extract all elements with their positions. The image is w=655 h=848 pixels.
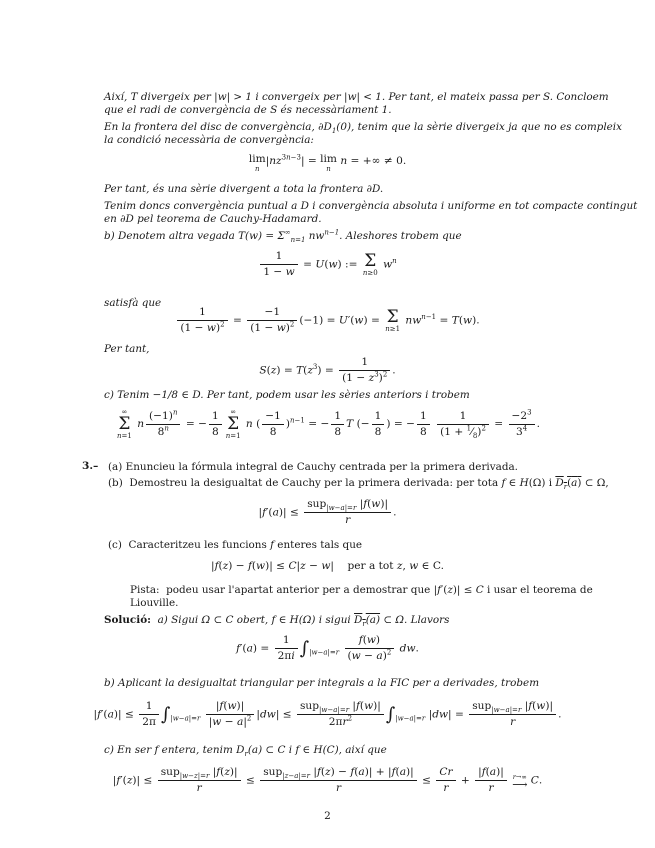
problem-part-c: (c) Caracteritzeu les funcions f enteres tals que <box>108 539 363 551</box>
triangle-inequality-derivation: |f′(a)| ≤ $\frac{1}{2\pi}$ $\int_{|w-a|=r}$ $\frac{|f(w)|}{|w - a|^2}$ |dw| ≤ $\frac{sup_{|w-a|=r} |f(w)|}{2\pi r^2}$ $\int_{|w-a|=r}$ |dw| = $\frac{sup_{|w-a|=r} |f(w)|}{r}$ . <box>93 700 562 728</box>
text-line: Per tant, <box>104 343 150 355</box>
solution-line: b) Aplicant la desigualtat triangular per integrals a la FIC per a derivades, trobem <box>104 677 540 689</box>
text-line: que el radi de convergència de S és necessàriament 1. <box>104 104 392 116</box>
sum-evaluation-equation: ∞ Σ n=1 n $\frac{(-1)^n}{8^n}$ = − $\frac{1}{8}$ ∞ Σ n=1 n ( $\frac{-1}{8}$ )$^{n-1}$ = − $\frac{1}{8}$ T (− $\frac{1}{8}$ ) = − $\frac{1}{8}$ $\frac{1}{(1 + ^1⁄_8)^2}$ = $\frac{-2^3}{3^4}$ . <box>117 407 540 440</box>
cauchy-inequality: |f′(a)| ≤ $\frac{sup_{|w-a|=r} |f(w)|}{r}$ . <box>258 498 397 526</box>
text-line: Tenim doncs convergència puntual a D i convergència absoluta i uniforme en tot compacte contingut <box>104 200 638 212</box>
geometric-series-equation: $\frac{1}{1 - w}$ = U(w) := Σ n≥0 $w^n$ <box>0 250 655 279</box>
text-line: Així, T divergeix per |w| > 1 i convergeix per |w| < 1. Per tant, el mateix passa per S. Concloem <box>104 91 609 103</box>
page-number: 2 <box>324 810 331 822</box>
solution-line: Solució: a) Sigui Ω ⊂ C obert, f ∈ H(Ω) i sigui $D_r(a)$ ⊂ Ω. Llavors <box>104 614 450 629</box>
text-line: En la frontera del disc de convergència, $\partial D_1(0)$, tenim que la sèrie divergeix ja que no es compleix <box>104 121 622 136</box>
hint-line: Liouville. <box>130 597 179 609</box>
problem-part-b: (b) Demostreu la desigualtat de Cauchy per la primera derivada: per tota f ∈ H(Ω) i $D_r(a)$ ⊂ Ω, <box>108 477 609 492</box>
problem-part-a: (a) Enuncieu la fórmula integral de Cauchy centrada per la primera derivada. <box>108 461 518 473</box>
solution-label: Solució: <box>104 614 151 626</box>
s-z-equation: $S(z) = T(z^3)$ = $\frac{1}{(1 - z^3)^2}$ . <box>259 356 396 384</box>
text-line: satisfà que <box>104 297 162 309</box>
text-line: la condició necessària de convergència: <box>104 134 314 146</box>
cauchy-integral-formula: f′(a) = $\frac{1}{2\pi i}$ $\int_{|w-a|=r}$ $\frac{f(w)}{(w - a)^2}$ dw. <box>236 634 419 662</box>
problem-number: 3.– <box>82 460 99 472</box>
liouville-bound: |f′(z)| ≤ $\frac{sup_{|w-z|=r} |f(z)|}{r}$ ≤ $\frac{sup_{|z-a|=r} |f(z) - f(a)| + |f(a)|}{r}$ ≤ $\frac{Cr}{r}$ + $\frac{|f(a)|}{r}$ r→∞ ⟶ C. <box>112 766 543 794</box>
text-line: Per tant, és una sèrie divergent a tota la frontera ∂D. <box>104 183 384 195</box>
text-line: c) Tenim −1/8 ∈ D. Per tant, podem usar les sèries anteriors i trobem <box>104 389 470 401</box>
text-line: b) Denotem altra vegada $T(w) = \Sigma^\infty_{n=1}$ $nw^{n-1}$. Aleshores trobem que <box>104 228 462 245</box>
hint-line: Pista: podeu usar l'apartat anterior per a demostrar que |f′(z)| ≤ C i usar el teorema de <box>130 584 593 596</box>
solution-line: c) En ser f entera, tenim $D_r(a)$ ⊂ C i f ∈ H(C), així que <box>104 744 387 759</box>
lipschitz-condition: |f(z) − f(w)| ≤ C|z − w| per a tot z, w ∈ C. <box>210 560 444 572</box>
limit-equation: lim $n|nz^{3n-3}| = \lim$ n n = +∞ ≠ 0. <box>248 153 407 173</box>
derivative-series-equation: $\frac{1}{(1 - w)^2}$ = $\frac{-1}{(1 - w)^2}$ (−1) = U′(w) = Σ n≥1 $nw^{n-1} = T(w)$. <box>0 306 655 335</box>
text-line: en ∂D pel teorema de Cauchy-Hadamard. <box>104 213 322 225</box>
